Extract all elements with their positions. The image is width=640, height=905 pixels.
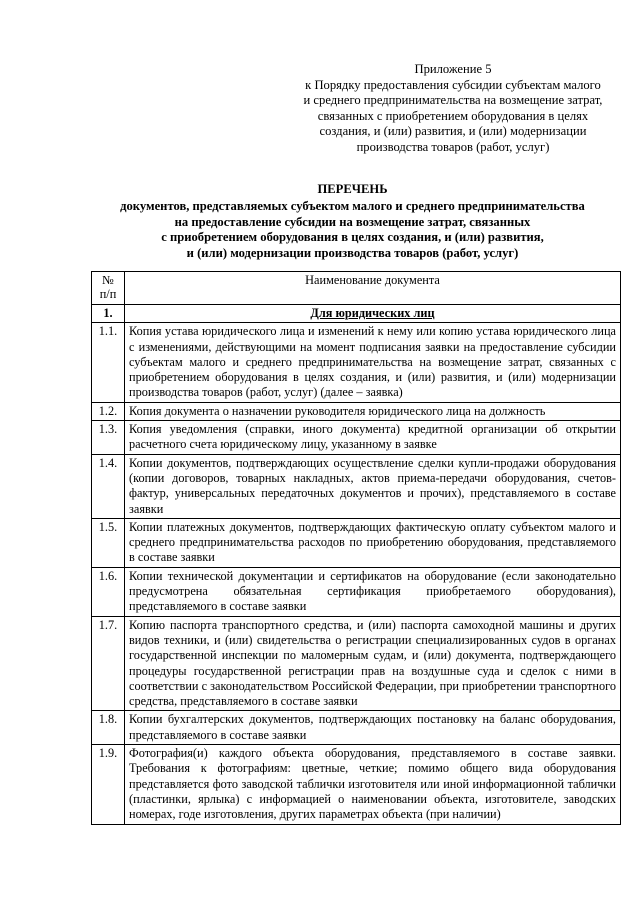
row-number: 1.8.	[92, 711, 125, 745]
row-number: 1.7.	[92, 616, 125, 711]
row-text: Копии технической документации и сертификатов на оборудование (если законодательно предусмотрена обязательная сертификация приобретаемого оборудования), представляемого в составе заявки	[125, 567, 621, 616]
document-title	[40, 182, 640, 262]
table-row	[92, 454, 621, 518]
title-line: и (или) модернизации производства товаров (работ, услуг)	[186, 246, 519, 261]
row-text: Копию паспорта транспортного средства, и (или) паспорта самоходной машины и других видов техники, и (или) свидетельства о регистрации специализированных судов в органах государственной инспекции по маломерным судам, и (или) документа, подтверждающего процедуры государственной регистрации прав на воздушные суда и сделок с ними в соответствии с законодательством Российской Федерации, при приобретении транспортного средства, представляемого в составе заявки	[125, 616, 621, 711]
header-number-cell	[92, 272, 125, 305]
table-row	[92, 421, 621, 455]
appendix-line: создания, и (или) развития, и (или) модернизации	[319, 124, 587, 139]
table-row	[92, 323, 621, 402]
row-text: Копии документов, подтверждающих осуществление сделки купли-продажи оборудования (копии договоров, товарных накладных, актов приема-передачи оборудования, счетов-фактур, универсальных передаточных документов и прочих), представляемого в составе заявки	[125, 454, 621, 518]
section-row	[92, 305, 621, 323]
header-number-symbol: №	[102, 273, 114, 287]
row-number: 1.6.	[92, 567, 125, 616]
title-line: с приобретением оборудования в целях создания, и (или) развития,	[161, 230, 544, 245]
appendix-line: и среднего предпринимательства на возмещение затрат,	[303, 93, 603, 108]
row-number: 1.3.	[92, 421, 125, 455]
row-number: 1.1.	[92, 323, 125, 402]
row-text: Копии бухгалтерских документов, подтверждающих постановку на баланс оборудования, представляемого в составе заявки	[125, 711, 621, 745]
row-text: Копии платежных документов, подтверждающих фактическую оплату субъектом малого и среднего предпринимательства расходов по приобретению оборудования, представляемого в составе заявки	[125, 518, 621, 567]
appendix-line: к Порядку предоставления субсидии субъектам малого	[305, 77, 601, 92]
table-row	[92, 616, 621, 711]
header-document-name: Наименование документа	[125, 272, 621, 305]
row-number: 1.9.	[92, 745, 125, 824]
appendix-line: связанных с приобретением оборудования в целях	[317, 108, 589, 123]
table-row	[92, 402, 621, 420]
table-row	[92, 711, 621, 745]
documents-table	[91, 271, 621, 825]
row-number: 1.5.	[92, 518, 125, 567]
table-row	[92, 567, 621, 616]
row-text: Фотография(и) каждого объекта оборудования, представляемого в составе заявки. Требования к фотографиям: цветные, четкие; помимо общего вида оборудования представляется фото заводской таблички изготовителя или иной информационной таблички (пластинки, ярлыка) с информацией о наименовании объекта, изготовителе, заводских номерах, годе изготовления, других параметрах объекта (при наличии)	[125, 745, 621, 824]
appendix-line: Приложение 5	[414, 62, 492, 76]
row-text: Копия документа о назначении руководителя юридического лица на должность	[125, 402, 621, 420]
row-text: Копия уведомления (справки, иного документа) кредитной организации об открытии расчетного счета юридическому лицу, указанному в заявке	[125, 421, 621, 455]
row-number: 1.2.	[92, 402, 125, 420]
row-text: Копия устава юридического лица и изменений к нему или копию устава юридического лица с изменениями, действующими на момент подписания заявки на предоставление субсидии субъектам малого и среднего предпринимательства на возмещение затрат, связанных с приобретением оборудования в целях создания, и (или) развития, и (или) модернизации производства товаров (работ, услуг) (далее – заявка)	[125, 323, 621, 402]
appendix-header	[278, 62, 628, 156]
title-line: документов, представляемых субъектом малого и среднего предпринимательства	[120, 198, 585, 213]
section-title: Для юридических лиц	[125, 305, 621, 323]
table-header-row	[92, 272, 621, 305]
table-row	[92, 745, 621, 824]
header-number-abbr: п/п	[99, 287, 117, 301]
table-row	[92, 518, 621, 567]
title-line: на предоставление субсидии на возмещение затрат, связанных	[174, 214, 531, 229]
title-main: ПЕРЕЧЕНЬ	[317, 182, 388, 196]
appendix-line: производства товаров (работ, услуг)	[356, 139, 550, 154]
row-number: 1.4.	[92, 454, 125, 518]
section-number: 1.	[92, 305, 125, 323]
